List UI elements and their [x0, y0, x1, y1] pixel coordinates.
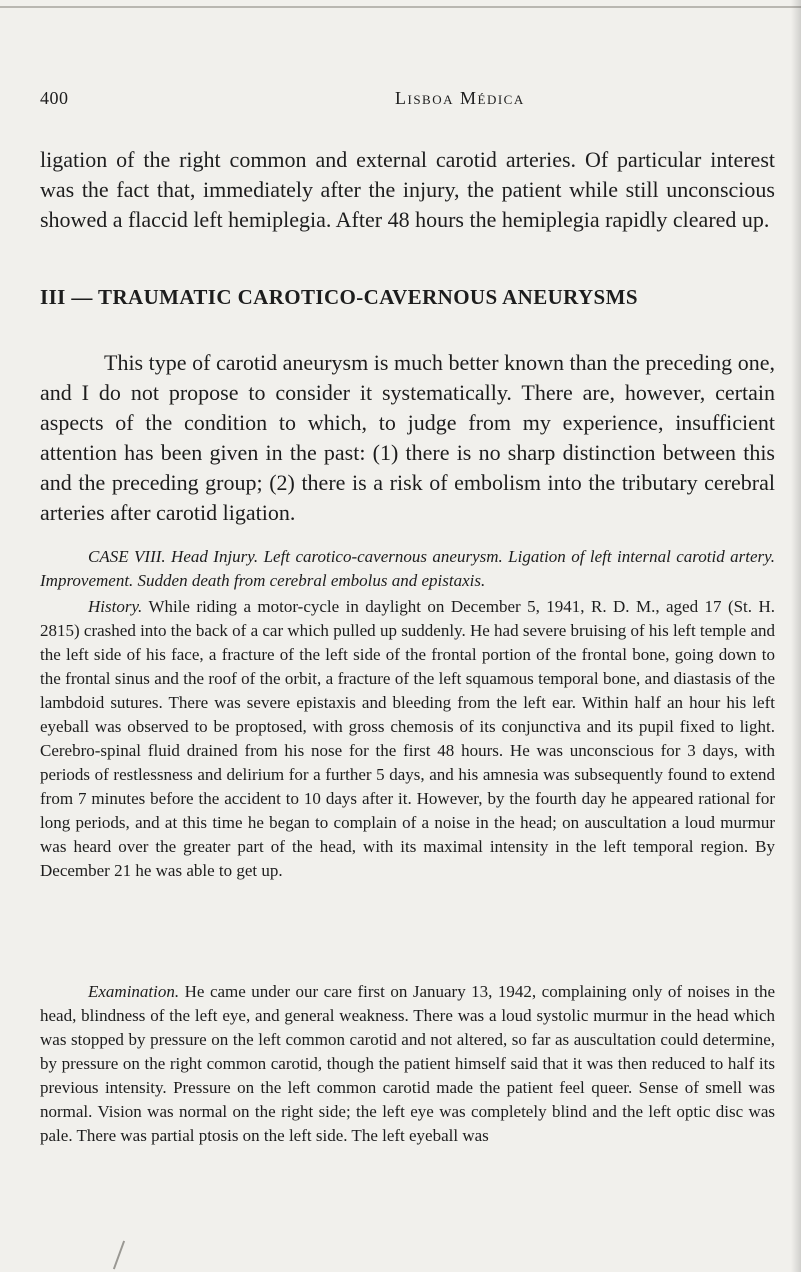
section-heading: III — TRAUMATIC CAROTICO-CAVERNOUS ANEURYSMS [40, 285, 638, 309]
running-head [40, 88, 782, 116]
intro-paragraph: ligation of the right common and external carotid arteries. Of particular interest was the fact that, immediately after the injury, the patient while still unconscious showed a flaccid left hemiplegia. After 48 hours the hemiplegia rapidly cleared up. [40, 147, 775, 232]
history-label: History. [88, 597, 143, 616]
margin-pencil-mark [113, 1241, 125, 1270]
history-paragraph [40, 595, 775, 883]
section-paragraph: This type of carotid aneurysm is much better known than the preceding one, and I do not propose to consider it systematically. There are, however, certain aspects of the condition to which, to judge from my experience, insufficient attention has been given in the past: (1) there is no sharp distinction between this and the preceding group; (2) there is a risk of embolism into the tributary cerebral arteries after carotid ligation. [40, 350, 775, 525]
examination-paragraph [40, 980, 775, 1148]
examination-label: Examination. [88, 982, 180, 1001]
examination-text: He came under our care first on January 13, 1942, complaining only of noises in the head, blindness of the left eye, and general weakness. There was a loud systolic murmur in the head which was stopped by pressure on the left common carotid and not altered, so far as auscultation could determine, by pressure on the right common carotid, though the patient himself said that it was then reduced to half its previous intensity. Pressure on the left common carotid made the patient feel queer. Sense of smell was normal. Vision was normal on the right side; the left eye was completely blind and the left optic disc was pale. There was partial ptosis on the left side. The left eyeball was [40, 982, 775, 1145]
page-top-rule [0, 6, 801, 8]
journal-title: Lisboa Médica [395, 88, 525, 108]
page-number: 400 [40, 88, 69, 108]
history-text: While riding a motor-cycle in daylight on December 5, 1941, R. D. M., aged 17 (St. H. 2815) crashed into the back of a car which pulled up suddenly. He had severe bruising of his left temple and the left side of his face, a fracture of the left side of the frontal portion of the frontal bone, going down to the frontal sinus and the roof of the orbit, a fracture of the left squamous temporal bone, and diastasis of the lambdoid sutures. There was severe epistaxis and bleeding from the left ear. Within half an hour his left eyeball was observed to be proptosed, with gross chemosis of its conjunctiva and its pupil fixed to light. Cerebro-spinal fluid drained from his nose for the first 48 hours. He was unconscious for 3 days, with periods of restlessness and delirium for a further 5 days, and his amnesia was subsequently found to extend from 7 minutes before the accident to 10 days after it. However, by the fourth day he appeared rational for long periods, and at this time he began to complain of a noise in the head; on auscultation a loud murmur was heard over the greater part of the head, with its maximal intensity in the left temporal region. By December 21 he was able to get up. [40, 597, 775, 880]
page-edge-shadow [791, 0, 801, 1272]
case-title: CASE VIII. Head Injury. Left carotico-cavernous aneurysm. Ligation of left internal carotid artery. Improvement. Sudden death from cerebral embolus and epistaxis. [40, 547, 775, 590]
